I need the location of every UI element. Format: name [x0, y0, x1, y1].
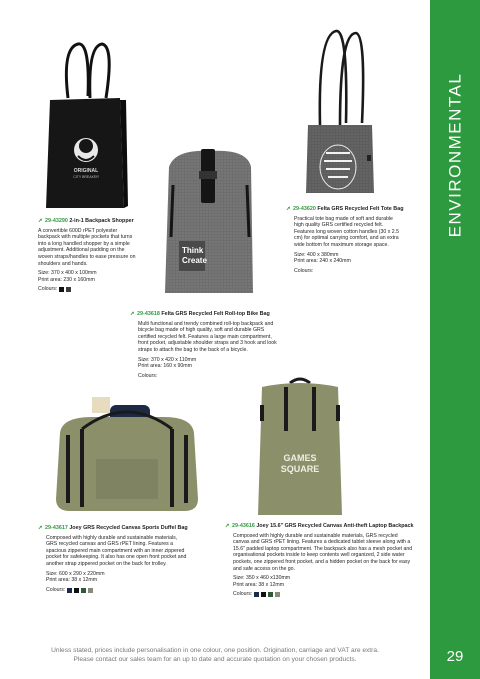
colour-swatch	[74, 588, 79, 593]
product-description: Multi functional and trendy combined roll-top backpack and bicycle bag made of high quality, soft and durable GRS certified recycled felt. Features a large main compartment, front pocket, adjustable shoulder straps and 3 hook and look straps to attach the bag to the back of a bicycle.	[138, 320, 277, 353]
product-block-laptop-backpack	[225, 523, 415, 598]
colours-label: Colours:	[294, 267, 314, 274]
product-heading	[225, 523, 415, 530]
colour-swatch	[81, 588, 86, 593]
print-text-think: Think	[182, 246, 204, 255]
arrow-icon: ➚	[130, 311, 135, 317]
product-print-area: Print area: 230 x 160mm	[38, 276, 95, 283]
colour-swatch	[66, 287, 71, 292]
footer-line-2: Please contact our sales team for an up to date and accurate quotation on your chosen products.	[73, 656, 357, 663]
product-image-backpack-shopper	[40, 40, 130, 210]
section-title	[430, 60, 480, 250]
product-heading	[286, 206, 404, 213]
product-description: A convertible 600D rPET polyester backpack with multiple pockets that turns into a long handled shopper by a simple adjustment. Additional padding on the woven straps/handles to ease pressure on shoulders and hands.	[38, 227, 136, 267]
product-size: Size: 600 x 290 x 220mm	[46, 570, 105, 577]
arrow-icon: ➚	[38, 218, 43, 224]
product-print-area: Print area: 38 x 12mm	[46, 577, 98, 584]
product-image-felt-tote	[300, 25, 380, 195]
section-title-text: ENVIRONMENTAL	[445, 72, 464, 238]
product-heading	[38, 218, 138, 225]
product-image-rolltop-bike-bag	[155, 145, 265, 295]
product-code: 29-43290	[45, 218, 68, 224]
product-code: 29-43618	[137, 311, 160, 317]
product-heading	[130, 311, 280, 318]
product-name: Felta GRS Recycled Felt Tote Bag	[317, 206, 404, 212]
product-block-rolltop-bike-bag	[130, 311, 280, 379]
colours-label: Colours:	[138, 372, 158, 379]
product-colours	[225, 591, 415, 598]
footer-line-1: Unless stated, prices include personalisation in one colour, one position. Origination, carriage and VAT are extra.	[51, 647, 379, 654]
product-size: Size: 370 x 400 x 100mm	[38, 270, 97, 277]
product-code: 29-43616	[232, 523, 255, 529]
arrow-icon: ➚	[286, 206, 291, 212]
colour-swatch	[254, 592, 259, 597]
product-block-felt-tote	[286, 206, 404, 274]
product-code: 29-43620	[293, 206, 316, 212]
colour-swatch	[88, 588, 93, 593]
product-print-area: Print area: 38 x 12mm	[233, 581, 285, 588]
product-block-backpack-shopper	[38, 218, 138, 293]
product-name: Joey 15.6" GRS Recycled Canvas Anti-theft Laptop Backpack	[256, 523, 414, 529]
product-name: 2-in-1 Backpack Shopper	[69, 218, 134, 224]
product-colours	[38, 587, 188, 594]
product-block-duffel-bag	[38, 525, 188, 593]
colours-label: Colours:	[38, 286, 58, 293]
colour-swatch	[268, 592, 273, 597]
colours-label: Colours:	[46, 586, 66, 593]
print-text-square: SQUARE	[280, 464, 320, 474]
product-size: Size: 370 x 420 x 110mm	[138, 356, 197, 363]
product-image-laptop-backpack	[250, 375, 350, 520]
print-text-games: GAMES	[283, 453, 317, 463]
product-name: Felta GRS Recycled Felt Roll-top Bike Bag	[161, 311, 270, 317]
product-size: Size: 350 x 460 x130mm	[233, 575, 291, 582]
colour-swatch	[67, 588, 72, 593]
arrow-icon: ➚	[225, 523, 230, 529]
product-colours	[286, 268, 404, 275]
print-text-city-breaker: CITY BREAKER	[73, 175, 99, 179]
product-description: Practical tote bag made of soft and durable high quality GRS certified recycled felt. Features long woven cotton handles (30 x 2.5 cm) for optimal carrying comfort, and an extra wide bottom for maximum storage space.	[294, 215, 399, 248]
arrow-icon: ➚	[38, 525, 43, 531]
print-text-original: ORIGINAL	[73, 168, 99, 174]
product-print-area: Print area: 160 x 90mm	[138, 363, 192, 370]
product-colours	[38, 286, 138, 293]
colours-label: Colours:	[233, 591, 253, 598]
product-description: Composed with highly durable and sustainable materials, GRS recycled canvas and GRS rPET lining. Features a spacious zippered main compartment with an inner zippered pocket for safekeeping. It also has one open front pocket and another strap zippered pocket on the back for trolley.	[46, 534, 187, 567]
print-text-create: Create	[182, 256, 207, 265]
product-print-area: Print area: 240 x 240mm	[294, 258, 351, 265]
page-number: 29	[446, 648, 464, 665]
product-colours	[130, 373, 280, 380]
colour-swatch	[261, 592, 266, 597]
product-image-duffel-bag	[52, 395, 202, 513]
product-description: Composed with highly durable and sustainable materials, GRS recycled canvas and GRS rPET lining. Features a dedicated tablet sleeve along with a 15.6" padded laptop compartment. The backpack also has a mesh pocket and organisational pockets inside to keep contents well organized, 2 side water pockets, one zippered front pocket, and a hidden pocket on the back for easy and safe access on the go.	[233, 532, 413, 572]
footer-note	[0, 646, 430, 664]
colour-swatch	[275, 592, 280, 597]
colour-swatch	[59, 287, 64, 292]
product-name: Joey GRS Recycled Canvas Sports Duffel Bag	[69, 525, 188, 531]
product-size: Size: 400 x 380mm	[294, 251, 339, 258]
product-heading	[38, 525, 188, 532]
product-code: 29-43617	[45, 525, 68, 531]
